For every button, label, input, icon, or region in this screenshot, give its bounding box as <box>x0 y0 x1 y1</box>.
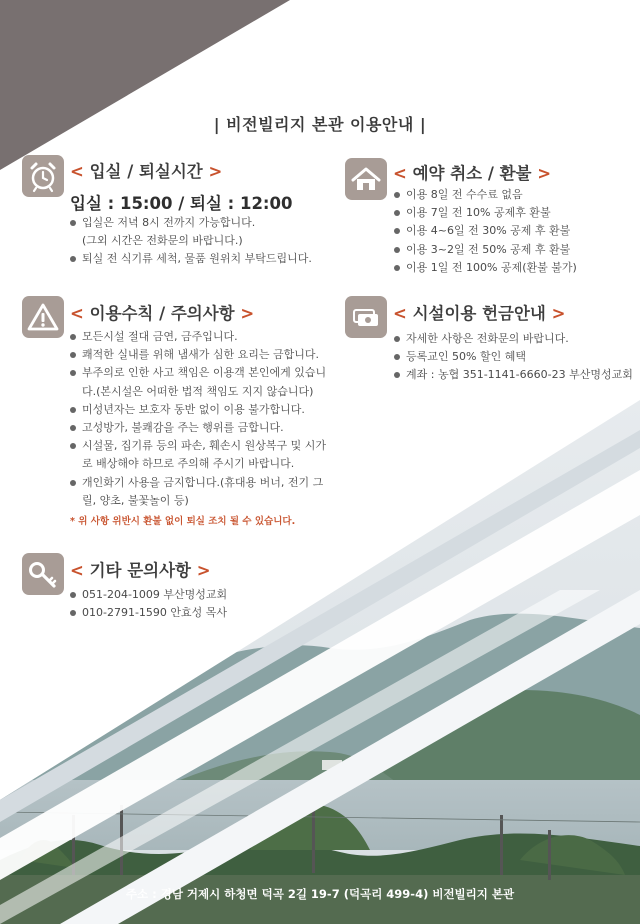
list-item: 다.(본시설은 어떠한 법적 책임도 지지 않습니다) <box>82 384 314 398</box>
page-title: | 비전빌리지 본관 이용안내 | <box>213 115 427 134</box>
list-item: 시설물, 집기류 등의 파손, 훼손시 원상복구 및 시가 <box>68 437 326 455</box>
facility-section-title: < 시설이용 헌금안내 > <box>393 304 566 323</box>
checkin-list <box>68 214 312 269</box>
refund-list <box>392 186 577 277</box>
list-item: 이용 4~6일 전 30% 공제 후 환불 <box>392 222 577 240</box>
contact-list <box>68 586 227 622</box>
warning-triangle-icon <box>22 296 64 338</box>
list-item: 계좌 : 농협 351-1141-6660-23 부산명성교회 <box>392 366 633 384</box>
facility-list <box>392 330 633 385</box>
corner-decoration <box>0 0 290 170</box>
list-item: 미성년자는 보호자 동반 없이 이용 불가합니다. <box>68 401 326 419</box>
refund-section-title: < 예약 취소 / 환불 > <box>393 164 552 183</box>
list-item: 모든시설 절대 금연, 금주입니다. <box>68 328 326 346</box>
list-item: 쾌적한 실내를 위해 냄새가 심한 요리는 금합니다. <box>68 346 326 364</box>
list-item: 릴, 양초, 불꽃놀이 등) <box>82 493 189 507</box>
money-icon <box>345 296 387 338</box>
list-item: 이용 3~2일 전 50% 공제 후 환불 <box>392 241 577 259</box>
key-icon <box>22 553 64 595</box>
checkin-section-title: < 입실 / 퇴실시간 > <box>70 162 223 181</box>
list-item: (그외 시간은 전화문의 바랍니다.) <box>82 234 243 248</box>
list-item: 부주의로 인한 사고 책임은 이용객 본인에게 있습니 <box>68 364 326 382</box>
list-item: 이용 8일 전 수수료 없음 <box>392 186 577 204</box>
list-item: 010-2791-1590 안효성 목사 <box>68 604 227 622</box>
list-item: 고성방가, 불쾌감을 주는 행위를 금합니다. <box>68 419 326 437</box>
checkin-time: 입실 : 15:00 / 퇴실 : 12:00 <box>70 194 293 213</box>
list-item: 등록교인 50% 할인 혜택 <box>392 348 633 366</box>
alarm-clock-icon <box>22 155 64 197</box>
contact-section-title: < 기타 문의사항 > <box>70 561 211 580</box>
footer-address: 주소 : 경남 거제시 하청면 덕곡 2길 19-7 (덕곡리 499-4) 비전빌리지 본관 <box>125 887 515 901</box>
house-icon <box>345 158 387 200</box>
list-item: 로 배상해야 하므로 주의해 주시기 바랍니다. <box>82 457 295 471</box>
rules-section-title: < 이용수칙 / 주의사항 > <box>70 304 255 323</box>
list-item: 개인화기 사용을 금지합니다.(휴대용 버너, 전기 그 <box>68 474 326 492</box>
list-item: 이용 7일 전 10% 공제후 환불 <box>392 204 577 222</box>
list-item: 자세한 사항은 전화문의 바랍니다. <box>392 330 633 348</box>
list-item: 051-204-1009 부산명성교회 <box>68 586 227 604</box>
rules-warning: * 위 사항 위반시 환불 없이 퇴실 조치 될 수 있습니다. <box>70 516 296 527</box>
list-item: 입실은 저녁 8시 전까지 가능합니다. <box>68 214 312 232</box>
list-item: 이용 1일 전 100% 공제(환불 불가) <box>392 259 577 277</box>
rules-list <box>68 328 326 510</box>
list-item: 퇴실 전 식기류 세척, 물품 원위치 부탁드립니다. <box>68 250 312 268</box>
